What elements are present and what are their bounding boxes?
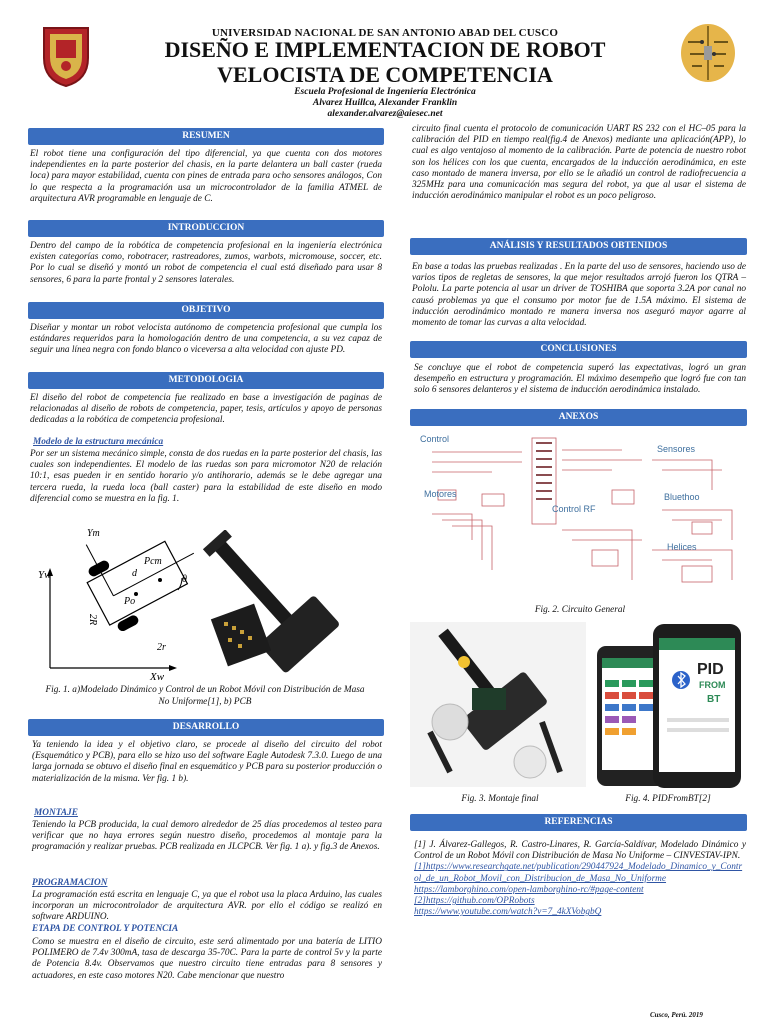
fig1-caption: Fig. 1. a)Modelado Dinámico y Control de un Robot Móvil con Distribución de Masa No Uniforme[1], b) PCB — [45, 685, 365, 707]
metodologia-text: El diseño del robot de competencia fue realizado en base a investigación de paginas de relacionadas al diseño de robots de competencia, paper, tesis, artículos y apoyo de personas dedicadas a la robótica de competencia profesional. — [30, 393, 382, 426]
section-objetivo: OBJETIVO — [28, 302, 384, 319]
programacion-text: La programación está escrita en lenguaje C, ya que el robot usa la placa Arduino, las cuales incorporan un microcontrolador de arquitectura AVR. por ello el código se realizó en software ARDUINO. — [32, 890, 382, 923]
section-introduccion: INTRODUCCION — [28, 220, 384, 237]
svg-text:Pcm: Pcm — [144, 556, 162, 567]
schematic-diagram — [412, 430, 748, 600]
school-name: Escuela Profesional de Ingeniería Electrónica — [294, 87, 476, 97]
schematic-label-bluethoo: Bluethoo — [664, 492, 700, 502]
university-seal-logo — [38, 22, 94, 88]
title-line-1: DISEÑO E IMPLEMENTACION DE ROBOT — [164, 37, 606, 62]
reference-link-github[interactable]: [2]https://github.com/OPRobots — [414, 896, 535, 907]
svg-text:Po: Po — [124, 596, 136, 607]
svg-text:Ym: Ym — [87, 528, 100, 539]
section-referencias: REFERENCIAS — [410, 814, 747, 831]
reference-link-researchgate[interactable]: [1]https://www.researchgate.net/publication/290447924_Modelado_Dinamico_y_Control_de_un_Robot_Movil_con_Distribucion_de_Masa_No_Uniforme — [414, 862, 743, 884]
pid-app-phones — [595, 622, 745, 790]
conclusiones-text: Se concluye que el robot de competencia superó las expectativas, logró un gran desempeño en estructura y programación. El máximo desempeño que logró fue con tan solo 6 sensores delanteros y el sistema de inducción aerodinámica instalado. — [414, 363, 746, 396]
etapa-subtitle: ETAPA DE CONTROL Y POTENCIA — [32, 924, 179, 934]
etapa-text: Como se muestra en el diseño de circuito, este será alimentado por una batería de LITIO POLIMERO de 7.4v 300mA, tasa de descarga 35-70C. Para la parte de control 5v y la parte de Potencia 8.4v. Observamos que nuestro circuito tiene entradas para 8 sensores y actuadores, en este caso motores N20. Cabe mencionar que nuestro — [32, 937, 382, 981]
montaje-text: Teniendo la PCB producida, la cual demoro alrededor de 25 días procedemos al testeo para verificar que no haya errores según nuestro diseño, procedemos al montaje para la programación y realizar pruebas. PCB realizada en JLCPCB. Ver fig. 1 a). y fig.3 de Anexos. — [32, 820, 382, 853]
svg-text:2r: 2r — [157, 642, 166, 653]
svg-text:d: d — [132, 568, 137, 579]
reference-link-youtube[interactable]: https://www.youtube.com/watch?v=7_4kXVobgbQ — [414, 907, 602, 918]
section-metodologia: METODOLOGIA — [28, 372, 384, 389]
fig3-caption: Fig. 3. Montaje final — [461, 794, 539, 804]
modelo-text: Por ser un sistema mecánico simple, consta de dos ruedas en la parte posterior del chasis, las cuales son independientes. El modelo de las ruedas son para micromotor N20 de relación 10:1, esas pueden ir en sentido horario y/o antihorario, además se le debe agregar una tercera rueda, la rueda loca (ball caster) para la estabilidad de este diseño en modo diferencial como se muestra en la fig. 1. — [30, 449, 382, 504]
fig4-caption: Fig. 4. PIDFromBT[2] — [625, 794, 711, 804]
schematic-label-helices: Helices — [667, 542, 697, 552]
authors: Alvarez Huillca, Alexander Franklin — [312, 98, 458, 108]
title-line-2: VELOCISTA DE COMPETENCIA — [217, 62, 553, 87]
section-resumen: RESUMEN — [28, 128, 384, 145]
author-email: alexander.alvarez@aiesec.net — [327, 109, 443, 119]
axis-yw-label: Yw — [38, 569, 52, 581]
fig2-caption: Fig. 2. Circuito General — [534, 605, 626, 615]
analisis-text: En base a todas las pruebas realizadas . En la parte del uso de sensores, haciendo uso de varios tipos de regletas de sensores, la que mejor resultados arrojó fueron los QTRA – Pololu. La parte potencia al usar un driver de TOSHIBA que soporta 3.2A por canal no causó problemas ya que el consumo por motor fue de 1.5A máximo. El sistema de inducción aerodinámico montado re manera inversa nos aseguró mayor agarre al momento de tomar las curvas a alta velocidad. — [412, 262, 746, 329]
reference-link-lamborghino[interactable]: https://lamborghino.com/open-lamborghino-rc/#page-content — [414, 884, 644, 895]
section-conclusiones: CONCLUSIONES — [410, 341, 747, 358]
introduccion-text: Dentro del campo de la robótica de competencia profesional en la ingeniería electrónica existen categorías como, robotracer, rastreadores, zumos, warbots, micromouse, soccer, etc. Por lo cual se diseñó y montó un robot de competencia el cual está diseñado para usar 8 sensores, 6 para la parte frontal y 2 sensores laterales. — [30, 241, 382, 285]
montaje-subtitle: MONTAJE — [34, 808, 78, 818]
app-logo-from: FROM — [699, 680, 726, 690]
section-anexos: ANEXOS — [410, 409, 747, 426]
app-logo-pid: PID — [697, 661, 724, 678]
app-logo-bt: BT — [707, 694, 721, 705]
schematic-label-motores: Motores — [424, 489, 457, 499]
brain-circuit-logo — [678, 22, 738, 84]
reference-1: [1] J. Álvarez-Gallegos, R. Castro-Linares, R. García-Saldívar, Modelado Dinámico y Control de un Robot Móvil con Distribución de Masa No Uniforme – CINVESTAV-IPN. — [414, 840, 746, 862]
svg-text:θ: θ — [182, 574, 187, 585]
resumen-text: El robot tiene una configuración del tipo diferencial, ya que cuenta con dos motores independientes en la parte posterior del chasis, en la parte delantera un ball caster (rueda loca) para mayor estabilidad, cuenta con pines de entrada para ocho sensores análogos, Con lo que respecta a la programación usa un microcontrolador de la familia ATMEL de arquitectura AVR programable en lenguaje de C. — [30, 149, 382, 204]
robot-montaje-photo — [410, 622, 586, 787]
schematic-label-control: Control — [420, 434, 450, 444]
poster-title — [110, 37, 660, 87]
axis-xw-label: Xw — [150, 671, 165, 683]
references-list — [414, 840, 746, 918]
objetivo-text: Diseñar y montar un robot velocista autónomo de competencia profesional que cumpla los estándares requeridos para la homologación dentro de una competencia, a su vez capaz de seguir una línea negra con fondo blanco o viceversa a alta velocidad con ajuste PD. — [30, 323, 382, 356]
desarrollo-text: Ya teniendo la idea y el objetivo claro, se procede al diseño del circuito del robot (Esquemático y PCB), para ello se hizo uso del software Eagle Autodesk 7.3.0. Luego de una larga jornada se obtuvo el diseño final en esquemático y PCB para su posterior producción o materialización de la misma. Ver fig. 1 b). — [32, 740, 382, 784]
footer-location-date: Cusco, Perú. 2019 — [650, 1011, 703, 1019]
section-desarrollo: DESARROLLO — [28, 719, 384, 736]
col2-top-text: circuito final cuenta el protocolo de comunicación UART RS 232 con el HC–05 para la calibración del PID en tiempo real(fig.4 de Anexos) mediante una aplicación(APP), lo cual es algo ventajoso al momento de la calibración. Parte de potencia de nuestro robot son los hélices con los que cuenta, encargados de la inducción aerodinámica, en este caso montado de manera inversa, por ello se le añadió un control de radiofrecuencia a 325MHz para una comunicación mas segura del robot, ya que al usar el sistema de inducción aerodinámico manipular el robot es un poco peligroso. — [412, 124, 746, 202]
robot-kinematic-diagram — [32, 518, 222, 683]
section-analisis: ANÁLISIS Y RESULTADOS OBTENIDOS — [410, 238, 747, 255]
modelo-subtitle: Modelo de la estructura mecánica — [33, 437, 164, 447]
pcb-photo — [198, 530, 363, 680]
university-name: UNIVERSIDAD NACIONAL DE SAN ANTONIO ABAD DEL CUSCO — [211, 27, 559, 39]
svg-text:2R: 2R — [87, 614, 98, 626]
schematic-label-control-rf: Control RF — [552, 504, 596, 514]
programacion-subtitle: PROGRAMACION — [32, 878, 108, 888]
schematic-label-sensores: Sensores — [657, 444, 696, 454]
